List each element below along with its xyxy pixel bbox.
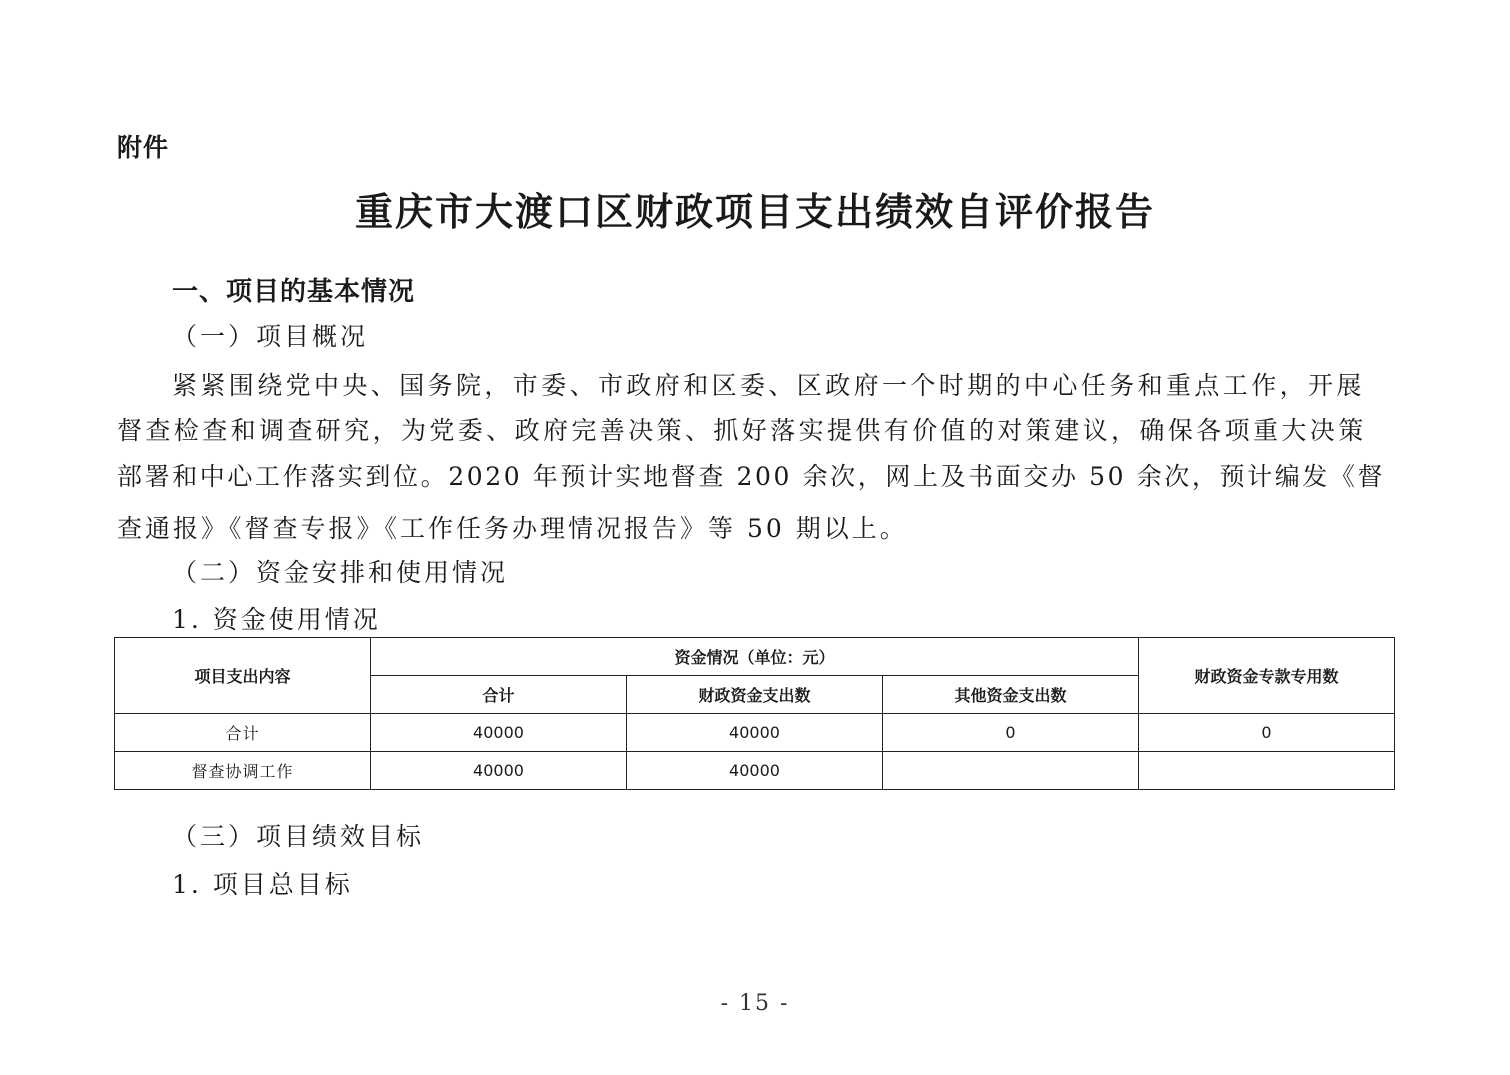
attachment-label: 附件 [117,133,170,162]
subsection-heading-performance-goals: （三）项目绩效目标 [172,822,425,851]
item-heading-overall-goal: 1. 项目总目标 [172,870,353,899]
cell-other [883,752,1139,790]
item-heading-funds-usage: 1. 资金使用情况 [172,605,381,634]
table-row [115,752,1395,790]
header-funds-group: 资金情况（单位：元） [371,638,1139,676]
cell-fiscal: 40000 [627,752,883,790]
overview-line-4: 查通报》《督查专报》《工作任务办理情况报告》等 50 期以上。 [117,514,908,543]
overview-line-3: 部署和中心工作落实到位。2020 年预计实地督查 200 余次，网上及书面交办 50 余次，预计编发《督 [117,462,1386,491]
table-header-row [115,638,1395,676]
funds-table [114,637,1395,790]
cell-name: 督查协调工作 [115,752,371,790]
header-total: 合计 [371,676,627,714]
cell-name: 合计 [115,714,371,752]
section-heading-basic-info: 一、项目的基本情况 [172,277,416,307]
header-special-use: 财政资金专款专用数 [1139,638,1395,714]
cell-total: 40000 [371,752,627,790]
cell-other: 0 [883,714,1139,752]
page-number: - 15 - [720,991,790,1016]
table-row [115,714,1395,752]
subsection-heading-funds: （二）资金安排和使用情况 [172,558,509,587]
document-title: 重庆市大渡口区财政项目支出绩效自评价报告 [354,189,1155,234]
subsection-heading-overview: （一）项目概况 [172,322,369,351]
funds-table-wrapper [114,637,1394,790]
cell-special [1139,752,1395,790]
cell-total: 40000 [371,714,627,752]
overview-line-2: 督查检查和调查研究，为党委、政府完善决策、抓好落实提供有价值的对策建议，确保各项重大决策 [117,416,1367,445]
overview-line-1: 紧紧围绕党中央、国务院，市委、市政府和区委、区政府一个时期的中心任务和重点工作，开展 [172,371,1365,400]
header-other-spend: 其他资金支出数 [883,676,1139,714]
header-fiscal-spend: 财政资金支出数 [627,676,883,714]
cell-fiscal: 40000 [627,714,883,752]
cell-special: 0 [1139,714,1395,752]
header-content: 项目支出内容 [115,638,371,714]
